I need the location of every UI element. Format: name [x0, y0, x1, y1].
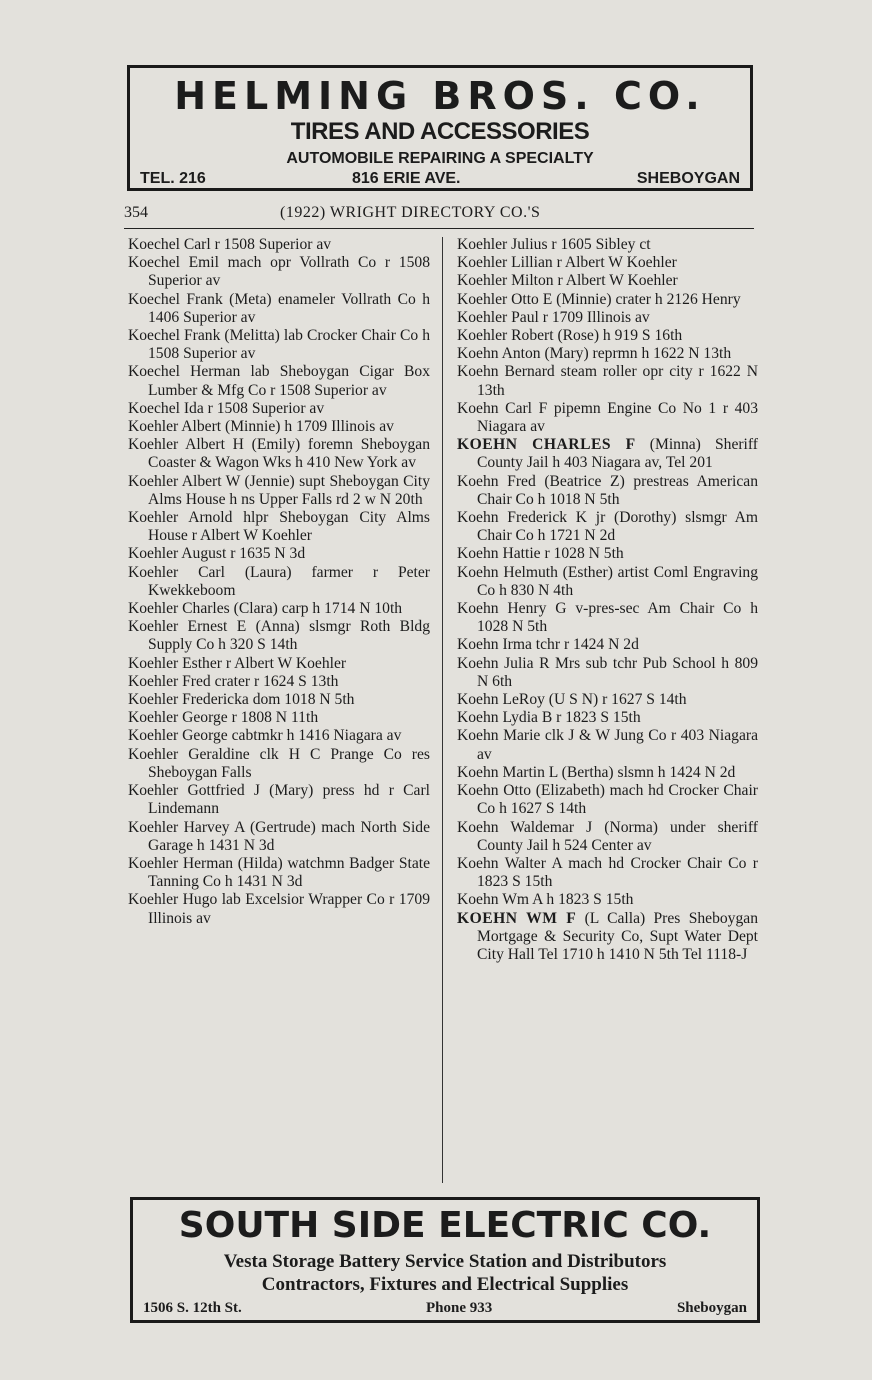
directory-entry	[128, 673, 430, 691]
directory-entry-text: Koehler Geraldine clk H C Prange Co res Sheboygan Falls	[128, 745, 430, 781]
directory-entry	[457, 509, 758, 545]
directory-entry	[457, 655, 758, 691]
bottom-advertisement	[130, 1197, 760, 1323]
directory-entry-text: Koehn Bernard steam roller opr city r 1622 N 13th	[457, 363, 758, 399]
directory-entry-text: Koechel Carl r 1508 Superior av	[128, 236, 332, 253]
directory-entry	[128, 236, 430, 254]
running-header	[124, 204, 754, 229]
directory-entry-text: Koehn Martin L (Bertha) slsmn h 1424 N 2d	[457, 763, 736, 781]
directory-entry	[128, 564, 430, 600]
right-column	[457, 236, 758, 964]
directory-entry	[457, 891, 758, 909]
directory-entry	[128, 782, 430, 818]
directory-entry	[457, 764, 758, 782]
directory-entry	[128, 655, 430, 673]
directory-entry	[457, 400, 758, 436]
directory-entry-text: Koehn LeRoy (U S N) r 1627 S 14th	[457, 691, 687, 709]
directory-entry	[128, 691, 430, 709]
directory-entry-text: Koehn Carl F pipemn Engine Co No 1 r 403 Niagara av	[457, 399, 758, 436]
directory-entry-text: Koechel Herman lab Sheboygan Cigar Box Lumber & Mfg Co r 1508 Superior av	[128, 363, 430, 399]
directory-entry-text: Koehn Walter A mach hd Crocker Chair Co r 1823 S 15th	[457, 854, 758, 891]
directory-entry-text: Koehn Wm A h 1823 S 15th	[457, 891, 634, 909]
directory-entry	[457, 236, 758, 254]
directory-entry	[128, 509, 430, 545]
directory-entry	[457, 910, 758, 965]
directory-entry	[128, 891, 430, 927]
directory-entry-text: Koehler Albert H (Emily) foremn Sheboygan Coaster & Wagon Wks h 410 New York av	[128, 436, 430, 472]
directory-entry	[128, 855, 430, 891]
directory-entry	[128, 727, 430, 745]
directory-entry-text: Koehler Herman (Hilda) watchmn Badger State Tanning Co h 1431 N 3d	[128, 854, 430, 891]
directory-entry-text: Koechel Frank (Meta) enameler Vollrath Co h 1406 Superior av	[128, 290, 430, 326]
directory-entry-text: Koehler Lillian r Albert W Koehler	[457, 254, 677, 272]
directory-entry-text: Koehn Fred (Beatrice Z) prestreas American Chair Co h 1018 N 5th	[457, 472, 758, 508]
top-ad-address: 816 ERIE AVE.	[352, 170, 461, 187]
directory-entry	[128, 709, 430, 727]
directory-entry-text: Koehn Helmuth (Esther) artist Coml Engraving Co h 830 N 4th	[457, 563, 758, 599]
directory-entry-text: Koehn Anton (Mary) reprmn h 1622 N 13th	[457, 345, 732, 363]
directory-entry	[457, 473, 758, 509]
directory-entry-text: Koehler Charles (Clara) carp h 1714 N 10th	[128, 600, 403, 618]
bottom-ad-line1: Vesta Storage Battery Service Station and Distributors	[223, 1251, 667, 1272]
directory-entry-text: Koehler August r 1635 N 3d	[128, 545, 306, 563]
top-advertisement	[127, 65, 753, 191]
top-ad-line1: TIRES AND ACCESSORIES	[290, 118, 590, 145]
directory-entry-text: Koehler Julius r 1605 Sibley ct	[457, 236, 651, 253]
top-ad-company: HELMING BROS. CO.	[174, 74, 706, 118]
directory-entry-name: KOEHN WM F	[457, 909, 577, 927]
directory-entry	[128, 819, 430, 855]
directory-entry-text: (Minna) Sheriff County Jail h 403 Niagara av, Tel 201	[477, 436, 758, 472]
directory-entry	[457, 327, 758, 345]
directory-entry-text: Koehler Albert W (Jennie) supt Sheboygan City Alms House h ns Upper Falls rd 2 w N 20th	[128, 472, 430, 508]
directory-entry-text: Koehn Irma tchr r 1424 N 2d	[457, 636, 639, 654]
directory-entry	[457, 600, 758, 636]
directory-entry-text: (L Calla) Pres Sheboygan Mortgage & Security Co, Supt Water Dept City Hall Tel 1710 h 1410 N 5th Tel 1118-J	[477, 909, 758, 963]
page-number: 354	[124, 204, 148, 221]
directory-entry-text: Koehler Esther r Albert W Koehler	[128, 654, 347, 672]
directory-entry-text: Koehler Paul r 1709 Illinois av	[457, 308, 650, 326]
directory-entry	[128, 618, 430, 654]
directory-entry	[457, 691, 758, 709]
directory-entry	[457, 636, 758, 654]
top-ad-city: SHEBOYGAN	[636, 170, 740, 187]
directory-entry-text: Koechel Frank (Melitta) lab Crocker Chair Co h 1508 Superior av	[128, 327, 430, 363]
directory-entry-text: Koehn Lydia B r 1823 S 15th	[457, 709, 641, 727]
page-title: (1922) WRIGHT DIRECTORY CO.'S	[280, 204, 541, 221]
directory-entry-text: Koehler Fred crater r 1624 S 13th	[128, 672, 339, 690]
directory-entry	[128, 436, 430, 472]
directory-entry-text: Koehler Fredericka dom 1018 N 5th	[128, 691, 355, 709]
directory-entry	[457, 727, 758, 763]
directory-entry	[457, 855, 758, 891]
directory-entry	[128, 746, 430, 782]
directory-entry	[128, 327, 430, 363]
directory-entry	[457, 709, 758, 727]
directory-entry-text: Koechel Emil mach opr Vollrath Co r 1508 Superior av	[128, 254, 430, 290]
directory-entry	[457, 782, 758, 818]
directory-entry	[128, 600, 430, 618]
directory-entry	[128, 254, 430, 290]
column-divider	[442, 237, 443, 1183]
directory-entry-text: Koehn Hattie r 1028 N 5th	[457, 545, 624, 563]
directory-entry	[457, 254, 758, 272]
directory-entry-text: Koehler Hugo lab Excelsior Wrapper Co r 1709 Illinois av	[128, 891, 430, 927]
left-column	[128, 236, 430, 928]
directory-entry-text: Koehler Ernest E (Anna) slsmgr Roth Bldg Supply Co h 320 S 14th	[128, 618, 430, 654]
directory-entry	[457, 436, 758, 472]
directory-entry-text: Koehn Waldemar J (Norma) under sheriff County Jail h 524 Center av	[457, 818, 758, 854]
directory-entry	[128, 400, 430, 418]
bottom-ad-line2: Contractors, Fixtures and Electrical Supplies	[261, 1274, 629, 1295]
directory-entry	[457, 363, 758, 399]
directory-entry	[128, 418, 430, 436]
top-ad-line2: AUTOMOBILE REPAIRING A SPECIALTY	[286, 150, 594, 167]
directory-entry	[457, 819, 758, 855]
directory-entry	[128, 291, 430, 327]
directory-entry-text: Koehn Otto (Elizabeth) mach hd Crocker Chair Co h 1627 S 14th	[457, 782, 758, 818]
directory-entry	[457, 345, 758, 363]
top-ad-tel: TEL. 216	[140, 170, 206, 187]
directory-entry-name: KOEHN CHARLES F	[457, 436, 636, 454]
directory-entry-text: Koehn Marie clk J & W Jung Co r 403 Niagara av	[457, 727, 758, 763]
directory-entry-text: Koehler Gottfried J (Mary) press hd r Carl Lindemann	[128, 782, 430, 818]
directory-entry-text: Koehler Harvey A (Gertrude) mach North Side Garage h 1431 N 3d	[128, 818, 430, 854]
directory-entry-text: Koehler George r 1808 N 11th	[128, 709, 319, 727]
directory-entry	[457, 564, 758, 600]
directory-entry-text: Koehler Otto E (Minnie) crater h 2126 Henry	[457, 290, 741, 308]
directory-entry	[457, 309, 758, 327]
bottom-ad-company: SOUTH SIDE ELECTRIC CO.	[178, 1205, 712, 1246]
bottom-ad-phone: Phone 933	[426, 1300, 493, 1316]
bottom-ad-address: 1506 S. 12th St.	[143, 1300, 242, 1316]
directory-entry	[457, 291, 758, 309]
directory-entry-text: Koehn Henry G v-pres-sec Am Chair Co h 1028 N 5th	[457, 600, 758, 636]
directory-entry	[457, 272, 758, 290]
directory-entry	[128, 363, 430, 399]
directory-entry	[457, 545, 758, 563]
directory-entry	[128, 545, 430, 563]
directory-entry-text: Koehn Frederick K jr (Dorothy) slsmgr Am Chair Co h 1721 N 2d	[457, 509, 758, 545]
directory-entry-text: Koehler Albert (Minnie) h 1709 Illinois av	[128, 418, 394, 436]
directory-entry-text: Koehler Arnold hlpr Sheboygan City Alms House r Albert W Koehler	[128, 509, 430, 545]
directory-entry-text: Koechel Ida r 1508 Superior av	[128, 399, 325, 417]
directory-entry	[128, 473, 430, 509]
directory-entry-text: Koehler Carl (Laura) farmer r Peter Kwekkeboom	[128, 563, 430, 599]
directory-entry-text: Koehn Julia R Mrs sub tchr Pub School h 809 N 6th	[457, 654, 758, 690]
bottom-ad-city: Sheboygan	[676, 1300, 747, 1316]
directory-entry-text: Koehler George cabtmkr h 1416 Niagara av	[128, 727, 402, 745]
directory-entry-text: Koehler Robert (Rose) h 919 S 16th	[457, 327, 683, 345]
directory-entry-text: Koehler Milton r Albert W Koehler	[457, 272, 678, 290]
